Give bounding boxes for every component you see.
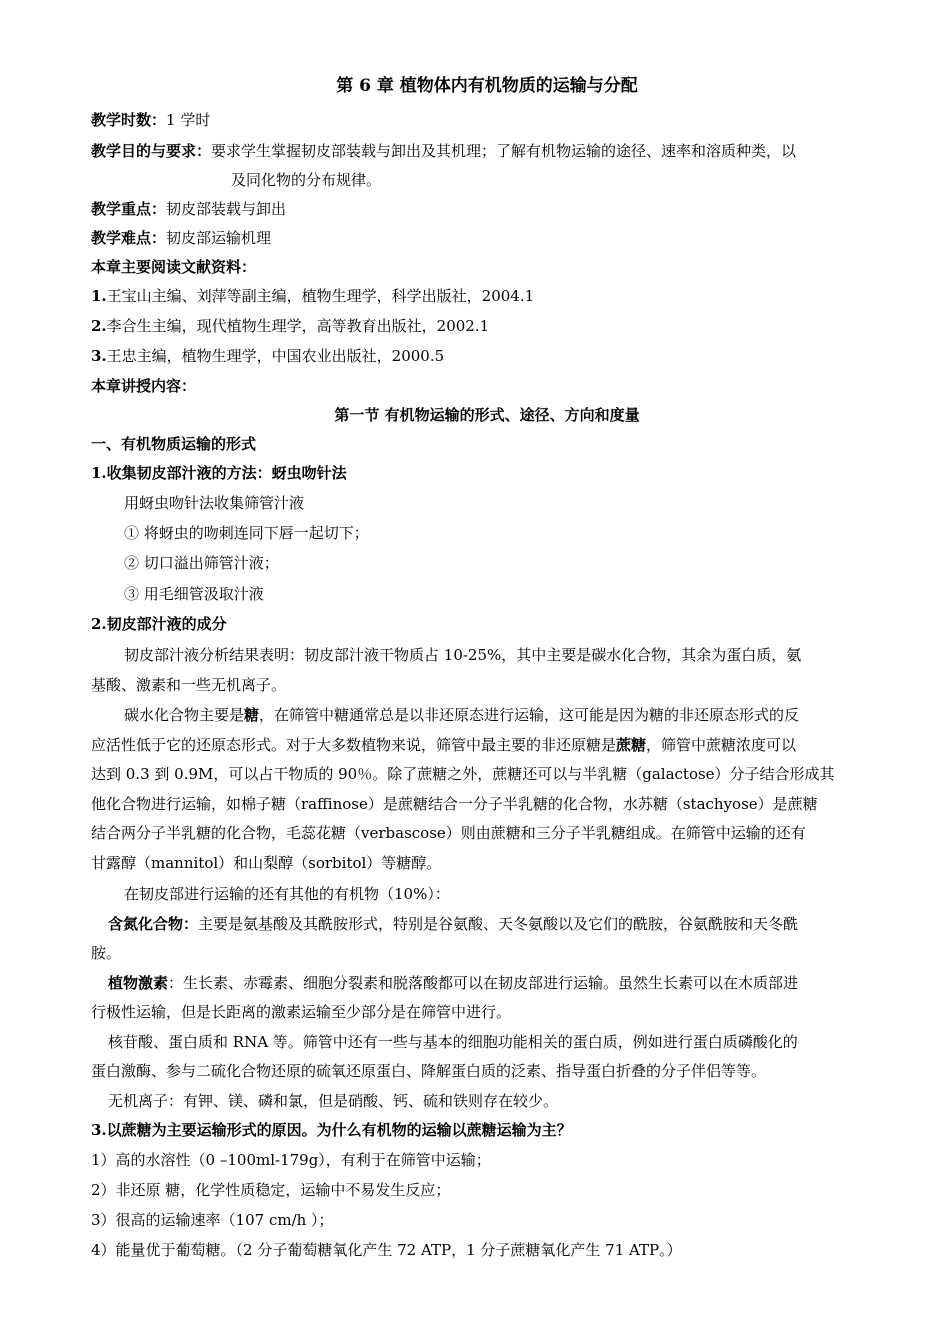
para1-line2: 基酸、激素和一些无机离子。	[91, 676, 287, 694]
difficulty-value: 韧皮部运输机理	[166, 229, 272, 247]
reading-item	[91, 287, 883, 305]
text-run: ：生长素、赤霉素、细胞分裂素和脱落酸都可以在韧皮部进行运输。虽然生长素可以在木质部进	[168, 974, 799, 992]
heading-reasons: 3.以蔗糖为主要运输形式的原因。为什么有机物的运输以蔗糖运输为主？	[91, 1121, 572, 1139]
section-title: 第一节 有机物运输的形式、途径、方向和度量	[334, 406, 640, 424]
reason-item: 3）很高的运输速率（107 cm/h ）；	[91, 1211, 334, 1229]
reading-num: 1.	[91, 287, 107, 305]
heading-composition: 2.韧皮部汁液的成分	[91, 615, 227, 633]
para4-line1	[91, 915, 900, 933]
bold-term: 蔗糖	[616, 736, 647, 754]
reading-num: 2.	[91, 317, 107, 335]
key-value: 韧皮部装载与卸出	[166, 200, 287, 218]
method-intro: 用蚜虫吻针法收集筛管汁液	[124, 494, 305, 512]
para6-line2: 蛋白激酶、参与二硫化合物还原的硫氧还原蛋白、降解蛋白质的泛素、指导蛋白折叠的分子伴侣等等。	[91, 1062, 767, 1080]
reason-item: 1）高的水溶性（0 –100ml-179g），有利于在筛管中运输；	[91, 1151, 491, 1169]
bold-label: 植物激素	[108, 974, 169, 992]
teaching-goal	[91, 142, 883, 160]
text-run: 应活性低于它的还原态形式。对于大多数植物来说，筛管中最主要的非还原糖是	[91, 736, 617, 754]
para5-line1	[91, 974, 900, 992]
part-heading: 一、有机物质运输的形式	[91, 435, 257, 453]
content-label: 本章讲授内容：	[91, 377, 197, 395]
chapter-title: 第 6 章 植物体内有机物质的运输与分配	[336, 76, 638, 96]
para2-line5: 结合两分子半乳糖的化合物，毛蕊花糖（verbascose）则由蔗糖和三分子半乳糖组成。在筛管中运输的还有	[91, 824, 806, 842]
bold-term: 糖	[244, 706, 260, 724]
method-step: ② 切口溢出筛管汁液；	[124, 554, 279, 572]
para5-line2: 行极性运输，但是长距离的激素运输至少部分是在筛管中进行。	[91, 1003, 512, 1021]
reading-item	[91, 347, 883, 365]
text-run: 碳水化合物主要是	[124, 706, 245, 724]
para2-line1	[91, 706, 916, 724]
para2-line2	[91, 736, 883, 754]
reading-text: 王宝山主编、刘萍等副主编，植物生理学，科学出版社，2004.1	[106, 287, 535, 305]
reason-item: 4）能量优于葡萄糖。（2 分子葡萄糖氧化产生 72 ATP，1 分子蔗糖氧化产生 71 ATP。）	[91, 1241, 682, 1259]
method-step: ③ 用毛细管汲取汁液	[124, 585, 264, 603]
readings-label: 本章主要阅读文献资料：	[91, 258, 257, 276]
goal-line2: 及同化物的分布规律。	[231, 171, 382, 189]
para6-line1: 核苷酸、蛋白质和 RNA 等。筛管中还有一些与基本的细胞功能相关的蛋白质，例如进行蛋白质磷酸化的	[108, 1033, 798, 1051]
para2-line3: 达到 0.3 到 0.9M，可以占干物质的 90％。除了蔗糖之外，蔗糖还可以与半乳糖（galactose）分子结合形成其	[91, 765, 835, 783]
para2-line6: 甘露醇（mannitol）和山梨醇（sorbitol）等糖醇。	[91, 854, 442, 872]
method-step: ① 将蚜虫的吻刺连同下唇一起切下；	[124, 524, 369, 542]
text-run: ，在筛管中糖通常总是以非还原态进行运输，这可能是因为糖的非还原态形式的反	[259, 706, 800, 724]
text-run: ，筛管中蔗糖浓度可以	[646, 736, 797, 754]
goal-label: 教学目的与要求：	[91, 142, 212, 160]
heading-method: 1.收集韧皮部汁液的方法：蚜虫吻针法	[91, 464, 347, 482]
hours-label: 教学时数：	[91, 111, 167, 129]
para3: 在韧皮部进行运输的还有其他的有机物（10%）：	[124, 885, 450, 903]
difficulty-label: 教学难点：	[91, 229, 167, 247]
reading-item	[91, 317, 883, 335]
para7: 无机离子：有钾、镁、磷和氯，但是硝酸、钙、硫和铁则存在较少。	[108, 1092, 559, 1110]
teaching-hours	[91, 111, 883, 129]
hours-value: 1 学时	[166, 111, 211, 129]
key-label: 教学重点：	[91, 200, 167, 218]
reading-text: 李合生主编，现代植物生理学，高等教育出版社，2002.1	[106, 317, 490, 335]
para1-line1: 韧皮部汁液分析结果表明：韧皮部汁液干物质占 10-25%，其中主要是碳水化合物，其余为蛋白质，氨	[124, 646, 802, 664]
reading-num: 3.	[91, 347, 107, 365]
teaching-difficulty	[91, 229, 883, 247]
para4-line2: 胺。	[91, 944, 122, 962]
reading-text: 王忠主编，植物生理学，中国农业出版社，2000.5	[106, 347, 445, 365]
teaching-key	[91, 200, 883, 218]
para2-line4: 他化合物进行运输，如棉子糖（raffinose）是蔗糖结合一分子半乳糖的化合物，水苏糖（stachyose）是蔗糖	[91, 795, 818, 813]
bold-label: 含氮化合物：	[108, 915, 199, 933]
reason-item: 2）非还原 糖，化学性质稳定，运输中不易发生反应；	[91, 1181, 451, 1199]
goal-line1: 要求学生掌握韧皮部装载与卸出及其机理；了解有机物运输的途径、速率和溶质种类，以	[211, 142, 797, 160]
text-run: 主要是氨基酸及其酰胺形式，特别是谷氨酸、天冬氨酸以及它们的酰胺，谷氨酰胺和天冬酰	[198, 915, 799, 933]
